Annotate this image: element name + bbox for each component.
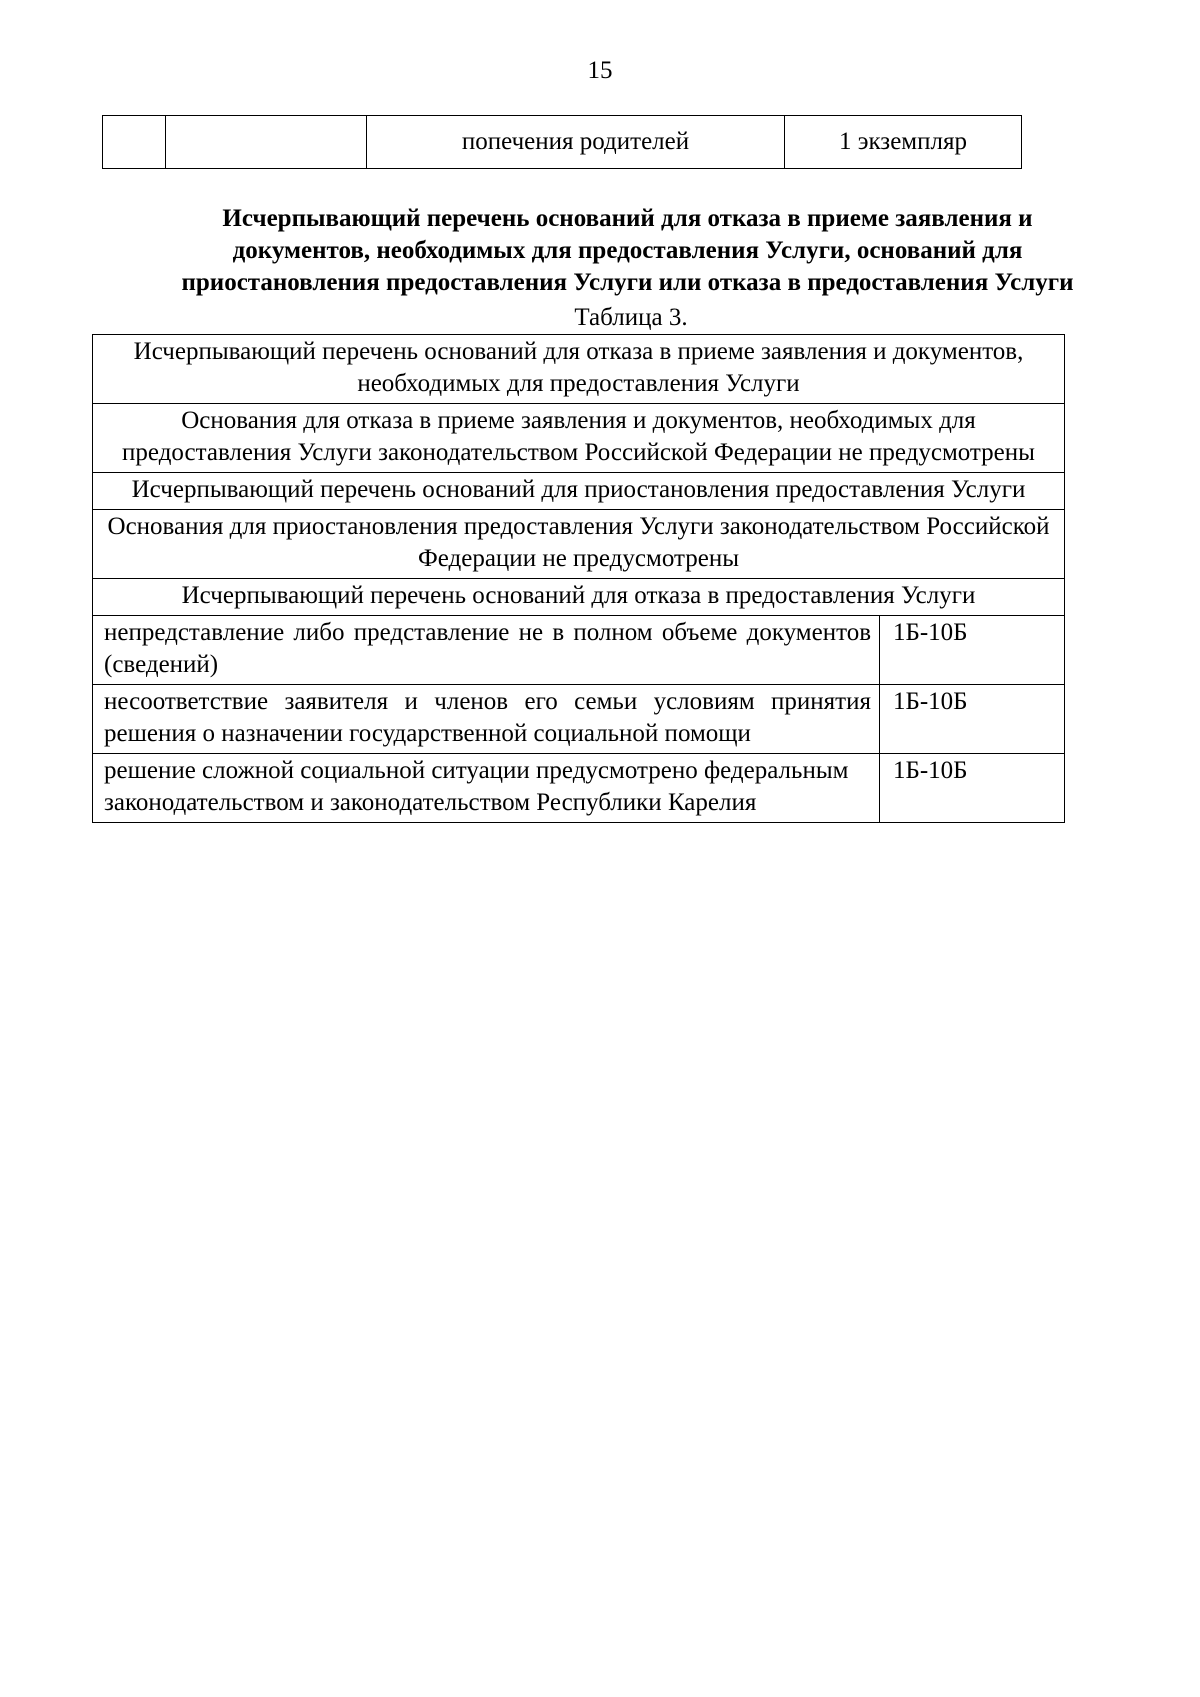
reason-cell: несоответствие заявителя и членов его семьи условиям принятия решения о назначении государственной социальной помощи [93, 685, 880, 754]
table-cell: попечения родителей [367, 116, 785, 169]
table-cell [103, 116, 166, 169]
code-cell: 1Б-10Б [880, 616, 1065, 685]
table-row [93, 510, 1065, 579]
table-row [103, 116, 1022, 169]
table-row [93, 473, 1065, 510]
reason-cell: решение сложной социальной ситуации предусмотрено федеральным законодательством и законодательством Республики Карелия [93, 754, 880, 823]
section-header-cell: Исчерпывающий перечень оснований для отказа в приеме заявления и документов, необходимых для предоставления Услуги [93, 335, 1065, 404]
section-note-cell: Основания для отказа в приеме заявления и документов, необходимых для предоставления Услуги законодательством Российской Федерации не предусмотрены [93, 404, 1065, 473]
code-cell: 1Б-10Б [880, 685, 1065, 754]
table-row [93, 616, 1065, 685]
table-row [93, 754, 1065, 823]
code-cell: 1Б-10Б [880, 754, 1065, 823]
table-row [93, 579, 1065, 616]
table-cell [166, 116, 367, 169]
table-row [93, 335, 1065, 404]
table-caption: Таблица 3. [574, 304, 688, 331]
table-row [93, 404, 1065, 473]
heading-line: документов, необходимых для предоставления Услуги, оснований для [232, 237, 1023, 264]
continuation-table [102, 115, 1022, 169]
section-header-cell: Исчерпывающий перечень оснований для отказа в предоставления Услуги [93, 579, 1065, 616]
table-cell: 1 экземпляр [785, 116, 1022, 169]
page-number: 15 [587, 57, 613, 84]
section-heading [100, 203, 1155, 299]
table-row [93, 685, 1065, 754]
heading-line: Исчерпывающий перечень оснований для отказа в приеме заявления и [222, 205, 1033, 232]
refusal-grounds-table [92, 334, 1065, 823]
heading-line: приостановления предоставления Услуги или отказа в предоставления Услуги [181, 269, 1074, 296]
section-header-cell: Исчерпывающий перечень оснований для приостановления предоставления Услуги [93, 473, 1065, 510]
section-note-cell: Основания для приостановления предоставления Услуги законодательством Российской Федерации не предусмотрены [93, 510, 1065, 579]
reason-cell: непредставление либо представление не в полном объеме документов (сведений) [93, 616, 880, 685]
